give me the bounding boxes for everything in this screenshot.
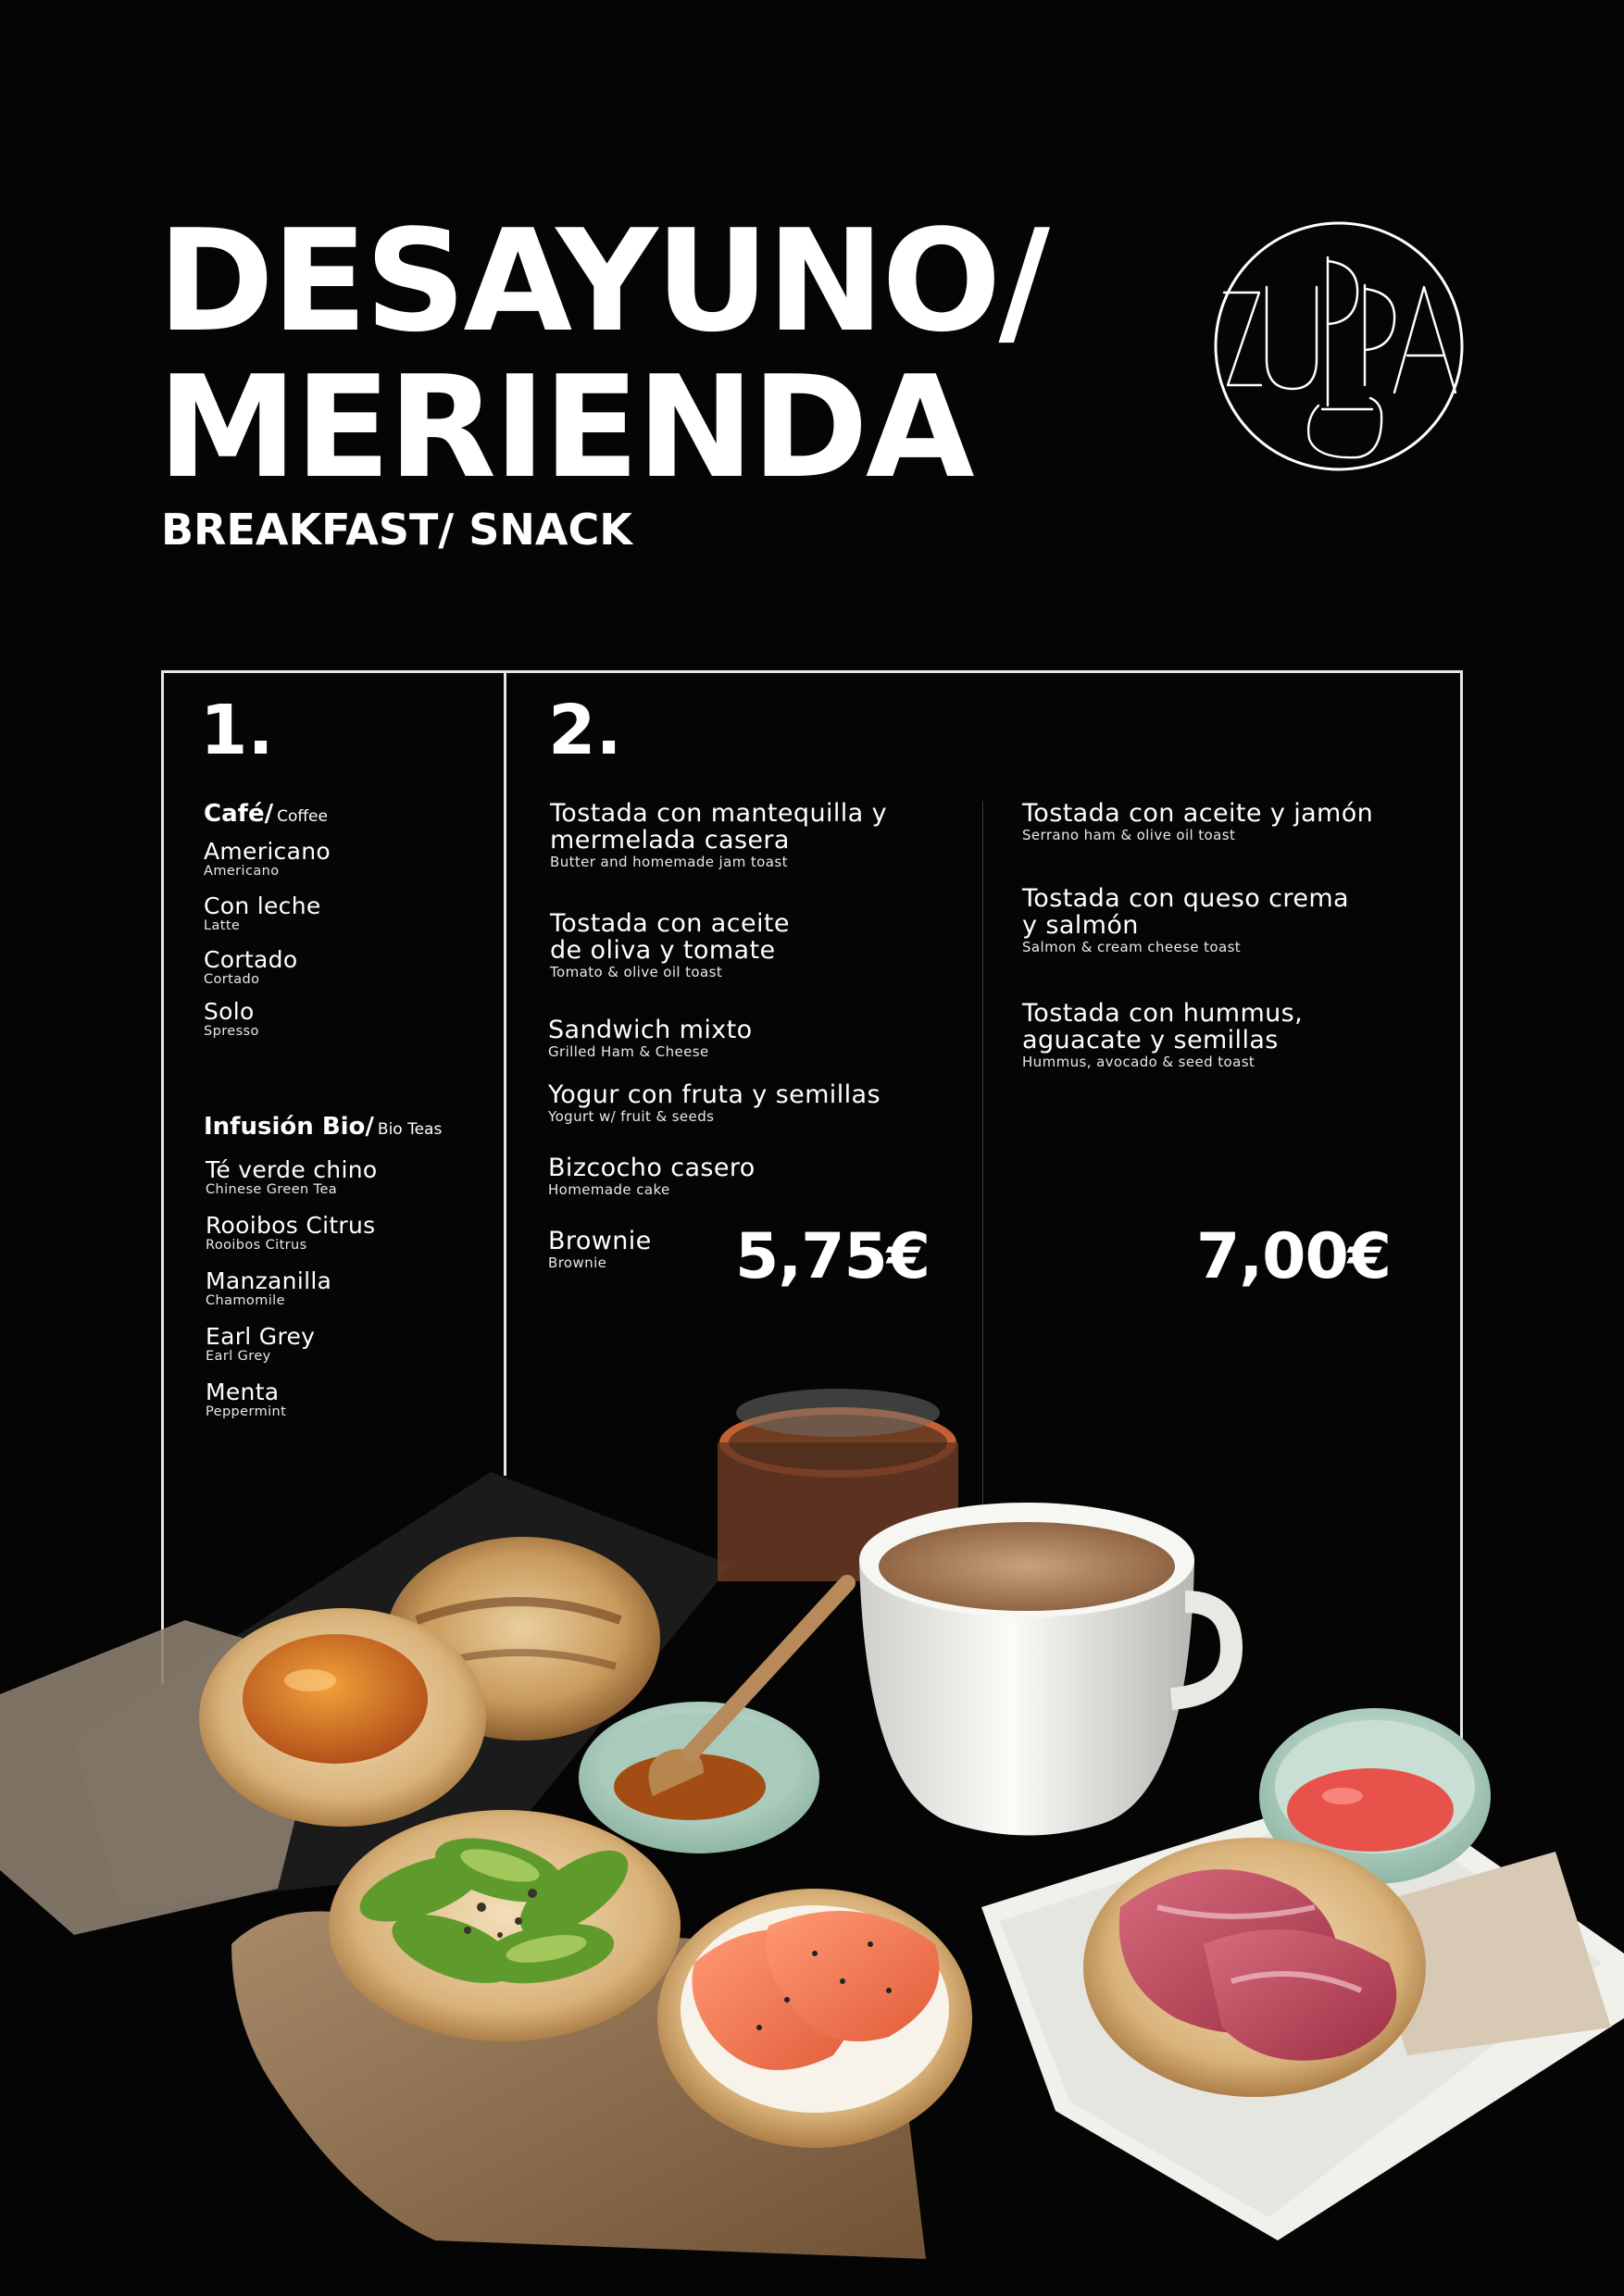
item-name: Menta xyxy=(206,1379,280,1405)
menu-item-bizcocho xyxy=(548,1154,756,1198)
item-translation: Chamomile xyxy=(206,1293,285,1308)
item-translation: Yogurt w/ fruit & seeds xyxy=(548,1108,715,1126)
menu-item-manzanilla xyxy=(206,1268,331,1309)
item-translation: Tomato & olive oil toast xyxy=(550,964,723,981)
item-name: Tostada con aceite y jamón xyxy=(1022,799,1374,828)
menu-item-earl-grey xyxy=(206,1324,315,1365)
item-translation: Chinese Green Tea xyxy=(206,1182,338,1197)
price-option-b: 7,00€ xyxy=(1196,1220,1392,1293)
tea-heading-label: Infusión Bio/ xyxy=(204,1113,374,1141)
menu-item-te-verde xyxy=(206,1157,377,1198)
tea-heading-english: Bio Teas xyxy=(377,1120,443,1139)
menu-item-tostada-jamon xyxy=(1022,800,1373,843)
item-translation: Homemade cake xyxy=(548,1181,670,1199)
menu-item-con-leche xyxy=(204,893,321,934)
item-translation: Butter and homemade jam toast xyxy=(550,854,788,871)
item-translation: Salmon & cream cheese toast xyxy=(1022,939,1242,956)
menu-item-rooibos xyxy=(206,1213,375,1254)
tea-heading xyxy=(204,1113,442,1141)
item-translation: Serrano ham & olive oil toast xyxy=(1022,827,1236,844)
item-translation: Hummus, avocado & seed toast xyxy=(1022,1054,1255,1071)
item-name: Bizcocho casero xyxy=(548,1154,756,1182)
price-option-a: 5,75€ xyxy=(735,1220,931,1293)
item-translation: Cortado xyxy=(204,972,260,987)
item-name: Sandwich mixto xyxy=(548,1016,753,1044)
item-name: Tostada con aceite xyxy=(550,909,790,938)
item-name: Americano xyxy=(204,838,331,865)
section-1-number: 1. xyxy=(200,691,274,770)
zuppa-logo xyxy=(1213,220,1465,472)
item-name: Earl Grey xyxy=(206,1323,316,1350)
menu-item-tostada-mermelada xyxy=(550,800,887,870)
item-name: Té verde chino xyxy=(206,1156,378,1183)
item-translation: Brownie xyxy=(548,1254,607,1272)
menu-item-tostada-salmon xyxy=(1022,885,1349,955)
coffee-heading xyxy=(204,800,328,828)
menu-item-cortado xyxy=(204,947,297,988)
menu-item-sandwich-mixto xyxy=(548,1017,753,1060)
item-translation: Grilled Ham & Cheese xyxy=(548,1043,709,1061)
item-translation: Peppermint xyxy=(206,1404,287,1419)
menu-item-americano xyxy=(204,839,331,880)
menu-item-tostada-hummus xyxy=(1022,1000,1303,1070)
item-translation: Latte xyxy=(204,918,241,933)
page-title-line-1: DESAYUNO/ xyxy=(157,199,1047,363)
item-translation: Spresso xyxy=(204,1024,259,1039)
item-name: Tostada con hummus, xyxy=(1022,999,1304,1028)
coffee-heading-english: Coffee xyxy=(277,807,328,826)
item-translation: Americano xyxy=(204,864,280,879)
item-name: Brownie xyxy=(548,1227,652,1255)
item-name: Con leche xyxy=(204,892,321,919)
item-name: Solo xyxy=(204,998,255,1025)
page-title-line-2: MERIENDA xyxy=(157,345,972,509)
item-name-line-2: mermelada casera xyxy=(550,826,790,855)
section-2-number: 2. xyxy=(548,691,622,770)
item-name: Tostada con mantequilla y xyxy=(550,799,887,828)
breakfast-food-photo xyxy=(0,1389,1624,2296)
item-name-line-2: aguacate y semillas xyxy=(1022,1026,1279,1055)
item-name-line-2: de oliva y tomate xyxy=(550,936,776,966)
menu-item-solo xyxy=(204,999,259,1040)
item-name: Manzanilla xyxy=(206,1267,332,1294)
item-name: Yogur con fruta y semillas xyxy=(548,1080,881,1109)
menu-item-tostada-tomate xyxy=(550,910,790,980)
item-translation: Rooibos Citrus xyxy=(206,1238,307,1253)
page-subtitle: BREAKFAST/ SNACK xyxy=(161,505,632,555)
item-name: Tostada con queso crema xyxy=(1022,884,1349,913)
menu-item-brownie xyxy=(548,1228,652,1271)
menu-item-yogur xyxy=(548,1081,881,1125)
section-divider xyxy=(504,670,506,1476)
item-name: Rooibos Citrus xyxy=(206,1212,376,1239)
item-name-line-2: y salmón xyxy=(1022,911,1139,941)
coffee-heading-label: Café/ xyxy=(204,800,274,828)
item-translation: Earl Grey xyxy=(206,1349,271,1364)
item-name: Cortado xyxy=(204,946,298,973)
